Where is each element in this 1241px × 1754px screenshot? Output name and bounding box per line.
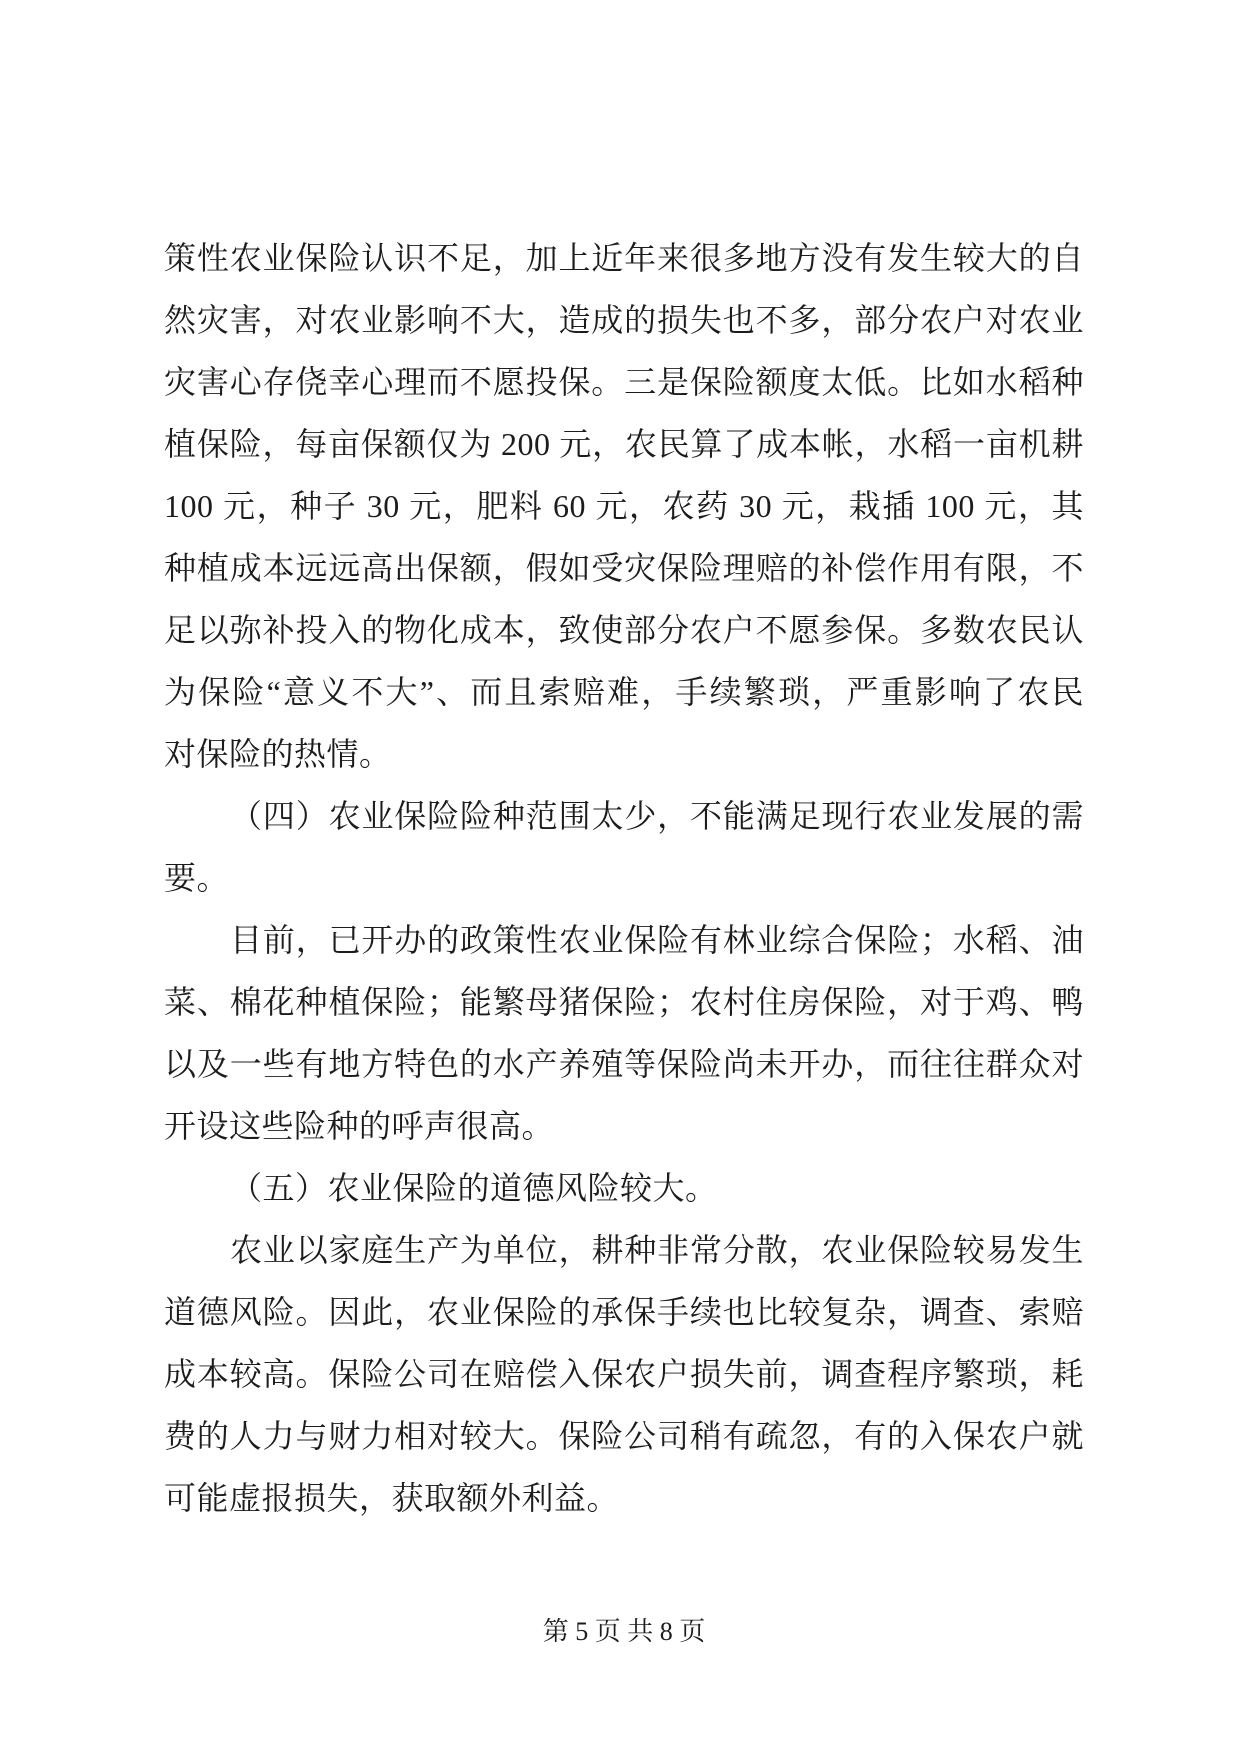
text-line: 成本较高。保险公司在赔偿入保农户损失前，调查程序繁琐，耗 [164,1356,1084,1392]
text-line: 灾害心存侥幸心理而不愿投保。三是保险额度太低。比如水稻种 [164,364,1084,400]
text-line: 为保险“意义不大”、而且索赔难，手续繁琐，严重影响了农民 [164,674,1084,710]
text-line-section-heading: （四）农业保险险种范围太少，不能满足现行农业发展的需 [230,798,1084,834]
text-line: 对保险的热情。 [164,736,392,772]
text-line: 要。 [164,860,230,896]
text-line: 菜、棉花种植保险；能繁母猪保险；农村住房保险，对于鸡、鸭 [164,984,1084,1020]
text-line: 开设这些险种的呼声很高。 [164,1108,555,1144]
text-line: 足以弥补投入的物化成本，致使部分农户不愿参保。多数农民认 [164,612,1084,648]
text-line: 农业以家庭生产为单位，耕种非常分散，农业保险较易发生 [230,1232,1084,1268]
text-line: 可能虚报损失，获取额外利益。 [164,1480,620,1516]
text-line: 以及一些有地方特色的水产养殖等保险尚未开办，而往往群众对 [164,1046,1084,1082]
text-line: 道德风险。因此，农业保险的承保手续也比较复杂，调查、索赔 [164,1294,1084,1330]
text-line: 策性农业保险认识不足，加上近年来很多地方没有发生较大的自 [164,240,1084,276]
text-line-section-heading: （五）农业保险的道德风险较大。 [230,1170,718,1206]
page-body-text [164,227,1084,1529]
text-line: 然灾害，对农业影响不大，造成的损失也不多，部分农户对农业 [164,302,1084,338]
page-footer: 第 5 页 共 8 页 [542,1617,706,1646]
text-line: 植保险，每亩保额仅为 200 元，农民算了成本帐，水稻一亩机耕 [164,426,1084,462]
text-line: 费的人力与财力相对较大。保险公司稍有疏忽，有的入保农户就 [164,1418,1084,1454]
text-line: 种植成本远远高出保额，假如受灾保险理赔的补偿作用有限，不 [164,550,1084,586]
text-line: 100 元，种子 30 元，肥料 60 元，农药 30 元，栽插 100 元，其 [164,488,1084,524]
text-line: 目前，已开办的政策性农业保险有林业综合保险；水稻、油 [230,922,1084,958]
